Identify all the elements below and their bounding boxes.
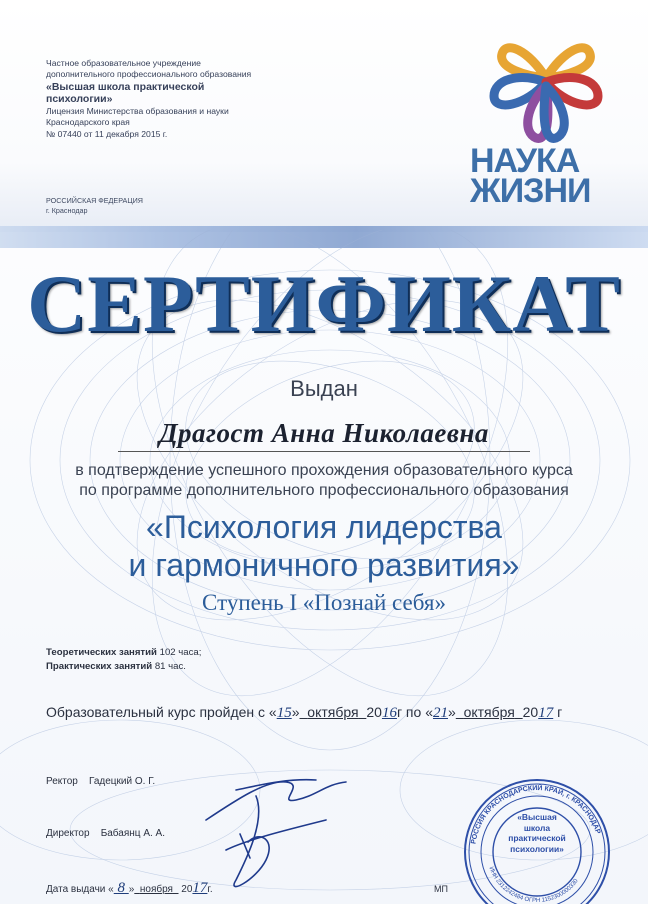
seal-line-4: психологии» — [510, 843, 564, 854]
end-month — [456, 704, 523, 720]
confirmation-text — [0, 461, 648, 501]
hours-block — [46, 646, 201, 674]
dates-mid-1: » — [291, 704, 300, 720]
org-line-1: Частное образовательное учреждение — [46, 58, 201, 68]
issue-month — [134, 884, 178, 895]
rector-label: Ректор — [46, 776, 78, 787]
license-line-2: Краснодарского края — [46, 117, 130, 128]
issue-day-text: 8 — [117, 880, 125, 896]
mp-label: МП — [434, 884, 448, 894]
end-month-text: октября — [463, 704, 515, 720]
course-dates — [46, 704, 562, 722]
license-line-1: Лицензия Министерства образования и науки — [46, 105, 229, 116]
issue-month-text: ноября — [139, 884, 173, 895]
rector-line — [46, 776, 155, 787]
city-label: г. Краснодар — [46, 206, 88, 215]
program-stage: Ступень I «Познай себя» — [202, 590, 446, 615]
license-line-3: № 07440 от 11 декабря 2015 г. — [46, 128, 168, 139]
recipient-name: Драгост Анна Николаевна — [159, 418, 489, 448]
handwritten-signature — [196, 760, 386, 900]
theory-label: Теоретических занятий — [46, 647, 157, 658]
seal-center-text — [492, 812, 582, 854]
director-name: Бабаянц А. А. — [100, 828, 165, 839]
start-day: 15 — [276, 705, 292, 721]
practice-hours — [46, 660, 201, 674]
dates-mid-2: » — [447, 704, 456, 720]
confirm-line-1: в подтверждение успешного прохождения образовательного курса — [75, 462, 573, 479]
seal-line-3: практической — [508, 833, 566, 843]
seal-ring-text: РОССИЯ КРАСНОДАРСКИЙ КРАЙ, г. КРАСНОДАР — [470, 784, 602, 845]
issue-date — [46, 880, 213, 897]
program-line-2: и гармоничного развития» — [128, 547, 520, 583]
year1-prefix: 20 — [366, 704, 382, 720]
issue-suffix: г. — [207, 884, 213, 895]
org-line-2: дополнительного профессионального образования — [46, 69, 252, 80]
org-name-line-2: психологии» — [46, 93, 113, 106]
issue-year-prefix: 20 — [181, 884, 193, 895]
issue-year: 17 — [192, 880, 208, 896]
practice-value: 81 час. — [154, 661, 186, 672]
end-day: 21 — [432, 705, 448, 721]
start-month-text: октября — [307, 704, 359, 720]
seal-inn-text: ИНН 2312242484 ОГРН 1152300000330 — [487, 866, 580, 904]
year2-prefix: 20 — [522, 704, 539, 720]
dates-to: г по « — [396, 704, 433, 720]
rector-name: Гадецкий О. Г. — [89, 776, 156, 787]
seal-line-1: «Высшая — [517, 812, 557, 822]
dates-suffix: г — [553, 704, 563, 720]
certificate-title: СЕРТИФИКАТ — [27, 258, 621, 349]
org-name-line-1: «Высшая школа практической — [46, 80, 205, 93]
issue-close: » — [128, 884, 135, 895]
director-label: Директор — [46, 828, 90, 839]
logo-text — [470, 142, 620, 210]
issue-day — [114, 880, 129, 896]
dates-prefix: Образовательный курс пройден с « — [46, 704, 277, 720]
organization-block — [46, 58, 316, 140]
issued-label: Выдан — [290, 376, 358, 401]
director-line — [46, 828, 165, 839]
start-month — [300, 704, 367, 720]
country-block — [46, 196, 143, 216]
theory-hours — [46, 646, 201, 660]
country-label: РОССИЙСКАЯ ФЕДЕРАЦИЯ — [46, 196, 143, 205]
logo-text-line-1: НАУКА — [470, 142, 580, 180]
program-line-1: «Психология лидерства — [146, 509, 502, 545]
end-year: 17 — [538, 705, 554, 721]
program-title — [0, 508, 648, 584]
logo-text-line-2: ЖИЗНИ — [470, 172, 591, 210]
confirm-line-2: по программе дополнительного профессионального образования — [79, 482, 569, 499]
seal-line-2: школа — [523, 822, 551, 833]
practice-label: Практических занятий — [46, 661, 153, 672]
recipient-underline — [118, 451, 530, 452]
start-year: 16 — [381, 705, 397, 721]
theory-value: 102 часа; — [159, 647, 202, 658]
issue-label: Дата выдачи « — [46, 884, 114, 895]
